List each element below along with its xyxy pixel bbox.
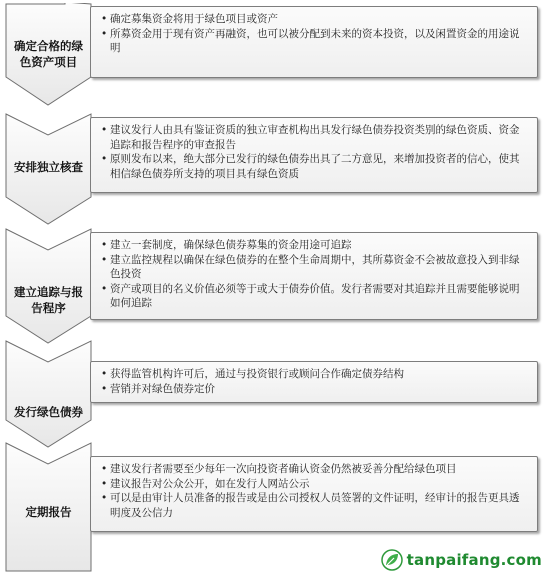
step-label: 建立追踪与报告程序	[14, 285, 83, 315]
step-label: 确定合格的绿色资产项目	[14, 39, 83, 69]
step-bullet: • 获得监管机构许可后，通过与投资银行或顾问合作确定债券结构	[101, 367, 529, 382]
step-details-2	[90, 117, 538, 193]
watermark-logo[interactable]	[381, 549, 542, 571]
step-bullet: • 原则发布以来，绝大部分已发行的绿色债券出具了二方意见，来增加投资者的信心，使其相信绿色债券所支持的项目具有绿色资质	[101, 152, 529, 181]
chevron-shape	[5, 340, 92, 448]
watermark-text: tanpaifang.com	[406, 551, 542, 569]
step-chevron-3	[5, 228, 92, 344]
step-chevron-2	[5, 113, 92, 225]
step-chevron-5	[5, 442, 92, 572]
step-details-3	[90, 232, 538, 320]
step-details-4	[90, 361, 538, 403]
leaf-logo-icon	[381, 549, 403, 571]
step-details-1	[90, 6, 538, 78]
step-bullet: • 资产或项目的名义价值必须等于或大于债券价值。发行者需要对其追踪并且需要能够说明如何追踪	[101, 282, 529, 311]
step-label: 安排独立核查	[14, 160, 83, 174]
step-label: 定期报告	[25, 505, 72, 519]
step-label: 发行绿色债券	[14, 405, 83, 419]
step-bullet: • 建议发行者需要至少每年一次向投资者确认资金仍然被妥善分配给绿色项目	[101, 462, 529, 477]
step-bullet: • 确定募集资金将用于绿色项目或资产	[101, 12, 529, 27]
step-chevron-4	[5, 340, 92, 448]
step-bullet: • 建议报告对公众公开，如在发行人网站公示	[101, 477, 529, 492]
step-bullet: • 建立监控规程以确保在绿色债券的在整个生命周期中，其所募资金不会被故意投入到非绿色投资	[101, 253, 529, 282]
step-details-5	[90, 456, 538, 532]
step-bullet: • 可以是由审计人员准备的报告或是由公司授权人员签署的文件证明，经审计的报告更具透明度及公信力	[101, 491, 529, 520]
step-bullet: • 建议发行人由具有鉴证资质的独立审查机构出具发行绿色债券投资类别的绿色资质、资金追踪和报告程序的审查报告	[101, 123, 529, 152]
step-chevron-1	[5, 3, 92, 106]
step-bullet: • 所募资金用于现有资产再融资，也可以被分配到未来的资本投资，以及闲置资金的用途说明	[101, 27, 529, 56]
step-bullet: • 建立一套制度，确保绿色债券募集的资金用途可追踪	[101, 238, 529, 253]
step-bullet: • 营销并对绿色债券定价	[101, 382, 529, 397]
